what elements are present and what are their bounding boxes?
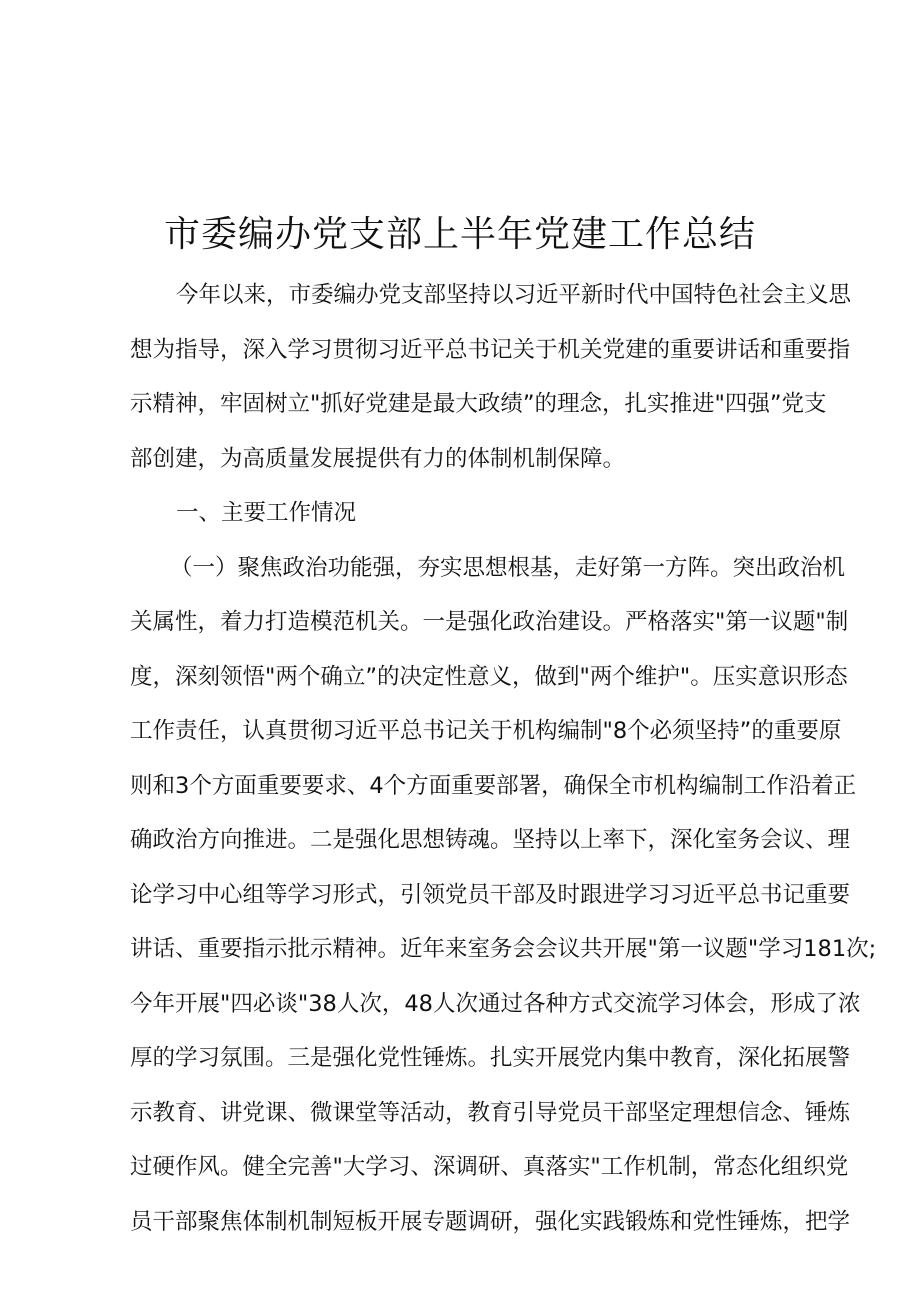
paragraph-line: 部创建，为高质量发展提供有力的体制机制保障。 xyxy=(130,445,626,472)
paragraph-line: 示精神，牢固树立"抓好党建是最大政绩”的理念，扎实推进"四强”党支 xyxy=(130,391,827,417)
paragraph-line: （一）聚焦政治功能强，夯实思想根基，走好第一方阵。突出政治机 xyxy=(170,554,846,581)
paragraph-line: 讲话、重要指示批示精神。近年来室务会会议共开展"第一议题"学习181次; xyxy=(130,936,877,962)
paragraph-line: 过硬作风。健全完善"大学习、深调研、真落实"工作机制，常态化组织党 xyxy=(130,1154,849,1180)
paragraph-line: 度，深刻领悟"两个确立”的决定性意义，做到"两个维护"。压实意识形态 xyxy=(130,663,848,690)
paragraph-line: 员干部聚焦体制机制短板开展专题调研，强化实践锻炼和党性锤炼，把学 xyxy=(130,1208,851,1235)
document-body xyxy=(130,268,877,1249)
paragraph-line: 关属性，着力打造模范机关。一是强化政治建设。严格落实"第一议题"制 xyxy=(130,609,849,635)
paragraph-line: 今年开展"四必谈"38人次，48人次通过各种方式交流学习体会，形成了浓 xyxy=(130,990,861,1017)
section-heading: 一、主要工作情况 xyxy=(176,500,357,526)
paragraph-line: 想为指导，深入学习贯彻习近平总书记关于机关党建的重要讲话和重要指 xyxy=(130,336,851,363)
paragraph-line: 论学习中心组等学习形式，引领党员干部及时跟进学习习近平总书记重要 xyxy=(130,881,851,908)
paragraph-line: 则和3个方面重要要求、4个方面重要部署，确保全市机构编制工作沿着正 xyxy=(130,772,857,799)
paragraph-line: 今年以来，市委编办党支部坚持以习近平新时代中国特色社会主义思 xyxy=(176,282,852,308)
paragraph-line: 示教育、讲党课、微课堂等活动，教育引导党员干部坚定理想信念、锤炼 xyxy=(130,1099,851,1126)
paragraph-line: 工作责任，认真贯彻习近平总书记关于机构编制"8个必须坚持”的重要原 xyxy=(130,718,842,744)
page-title: 市委编办党支部上半年党建工作总结 xyxy=(163,214,756,255)
paragraph-line: 厚的学习氛围。三是强化党性锤炼。扎实开展党内集中教育，深化拓展警 xyxy=(130,1045,851,1071)
paragraph-line: 确政治方向推进。二是强化思想铸魂。坚持以上率下，深化室务会议、理 xyxy=(130,827,851,853)
